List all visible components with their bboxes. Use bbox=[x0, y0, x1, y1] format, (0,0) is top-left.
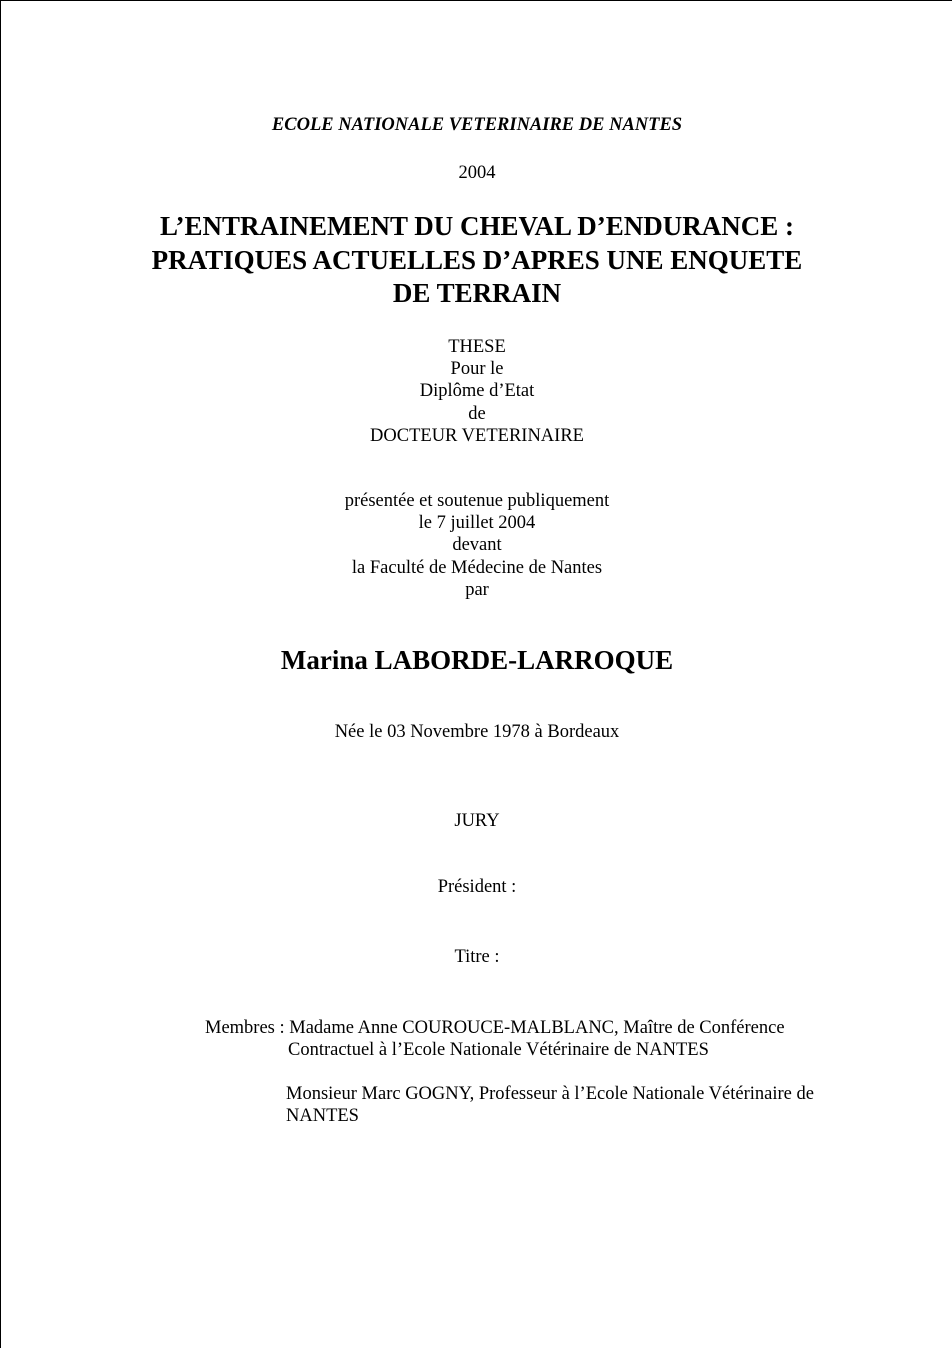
title-line: L’ENTRAINEMENT DU CHEVAL D’ENDURANCE : bbox=[159, 211, 795, 241]
member-2 bbox=[286, 1083, 814, 1127]
jury-heading: JURY bbox=[454, 811, 500, 831]
degree-line: Diplôme d’Etat bbox=[419, 381, 535, 402]
member-1-line-1 bbox=[205, 1017, 785, 1039]
author-name: Marina LABORDE-LARROQUE bbox=[280, 645, 674, 675]
member-1-name: Madame Anne COUROUCE-MALBLANC, Maître de Conférence bbox=[289, 1018, 785, 1038]
presentation-block bbox=[1, 490, 952, 601]
member-2-line-1: Monsieur Marc GOGNY, Professeur à l’Ecole Nationale Vétérinaire de bbox=[286, 1084, 814, 1104]
degree-line: Pour le bbox=[450, 359, 504, 380]
titre-label: Titre : bbox=[454, 947, 500, 967]
title-line: PRATIQUES ACTUELLES D’APRES UNE ENQUETE bbox=[151, 244, 803, 275]
school-name: ECOLE NATIONALE VETERINAIRE DE NANTES bbox=[271, 115, 683, 135]
president-label: Président : bbox=[437, 877, 517, 897]
degree-line: DOCTEUR VETERINAIRE bbox=[370, 425, 584, 446]
members-label: Membres : bbox=[205, 1018, 285, 1038]
degree-line: THESE bbox=[448, 337, 506, 357]
thesis-title bbox=[1, 210, 952, 311]
title-line: DE TERRAIN bbox=[392, 278, 562, 308]
member-2-line-2: NANTES bbox=[286, 1106, 359, 1127]
thesis-year: 2004 bbox=[458, 163, 496, 183]
presentation-line: par bbox=[465, 579, 489, 600]
thesis-degree-block bbox=[1, 336, 952, 447]
presentation-line: la Faculté de Médecine de Nantes bbox=[351, 557, 603, 578]
presentation-line: devant bbox=[452, 535, 502, 556]
presentation-line: présentée et soutenue publiquement bbox=[344, 491, 610, 511]
jury-members bbox=[205, 1017, 785, 1061]
presentation-line: le 7 juillet 2004 bbox=[418, 513, 536, 534]
birth-info: Née le 03 Novembre 1978 à Bordeaux bbox=[334, 722, 620, 742]
member-1-line-2: Contractuel à l’Ecole Nationale Vétérinaire de NANTES bbox=[288, 1040, 709, 1061]
degree-line: de bbox=[468, 403, 486, 424]
